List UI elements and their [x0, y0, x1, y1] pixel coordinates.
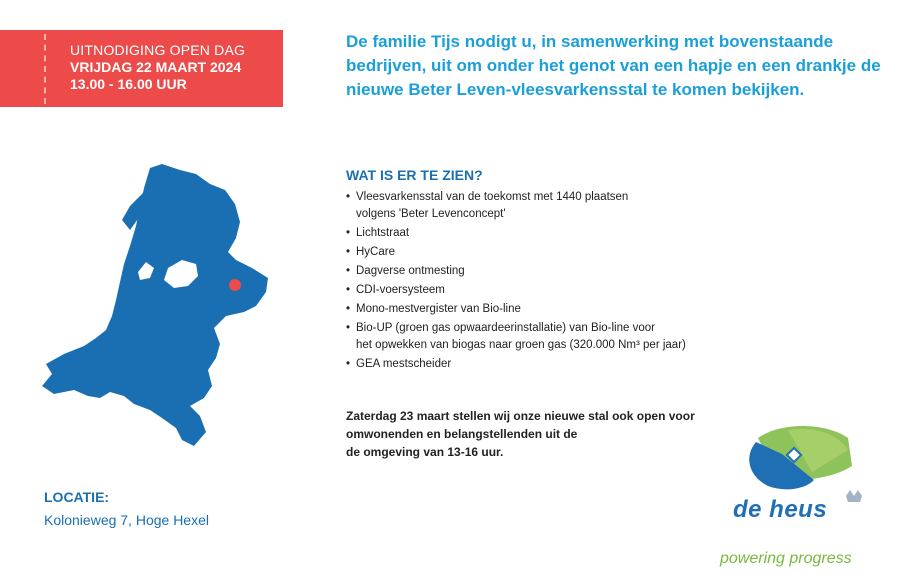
location-marker	[229, 279, 241, 291]
list-item: • Dagverse ontmesting	[346, 265, 465, 277]
banner-text	[70, 42, 245, 93]
event-banner	[0, 30, 283, 107]
saturday-note	[346, 407, 766, 461]
banner-line-date: VRIJDAG 22 MAART 2024	[70, 59, 242, 75]
list-item: • Vleesvarkensstal van de toekomst met 1440 plaatsen volgens 'Beter Levenconcept'	[346, 191, 629, 220]
banner-divider	[44, 34, 46, 104]
list-item: • Bio-UP (groen gas opwaardeerinstallatie) van Bio-line voor het opwekken van biogas naar groen gas (320.000 Nm³ per jaar)	[346, 322, 686, 351]
logo-wordmark: de heus	[733, 496, 828, 523]
logo-tagline: powering progress	[720, 550, 852, 567]
list-item: • CDI-voersysteem	[346, 284, 445, 296]
intro-text: De familie Tijs nodigt u, in samenwerking met bovenstaande bedrijven, uit om onder het genot van een hapje en een drankje de nieuwe Beter Leven-vleesvarkensstal te komen bekijken.	[346, 32, 881, 99]
netherlands-map-icon	[30, 160, 290, 460]
note-line: de omgeving van 13-16 uur.	[346, 445, 504, 459]
note-line: omwonenden en belangstellenden uit de	[346, 427, 578, 441]
banner-line-time: 13.00 - 16.00 UUR	[70, 76, 187, 92]
section-title: WAT IS ER TE ZIEN?	[346, 167, 483, 183]
list-item: • Lichtstraat	[346, 227, 410, 239]
location-title: LOCATIE:	[44, 489, 110, 505]
banner-line-invitation: UITNODIGING OPEN DAG	[70, 42, 246, 58]
list-item: • HyCare	[346, 246, 395, 258]
note-line: Zaterdag 23 maart stellen wij onze nieuwe stal ook open voor	[346, 409, 695, 423]
list-item: • GEA mestscheider	[346, 358, 452, 370]
location-address: Kolonieweg 7, Hoge Hexel	[44, 512, 209, 528]
what-to-see-section	[346, 167, 876, 377]
list-item: • Mono-mestvergister van Bio-line	[346, 303, 521, 315]
feature-list	[346, 191, 876, 371]
